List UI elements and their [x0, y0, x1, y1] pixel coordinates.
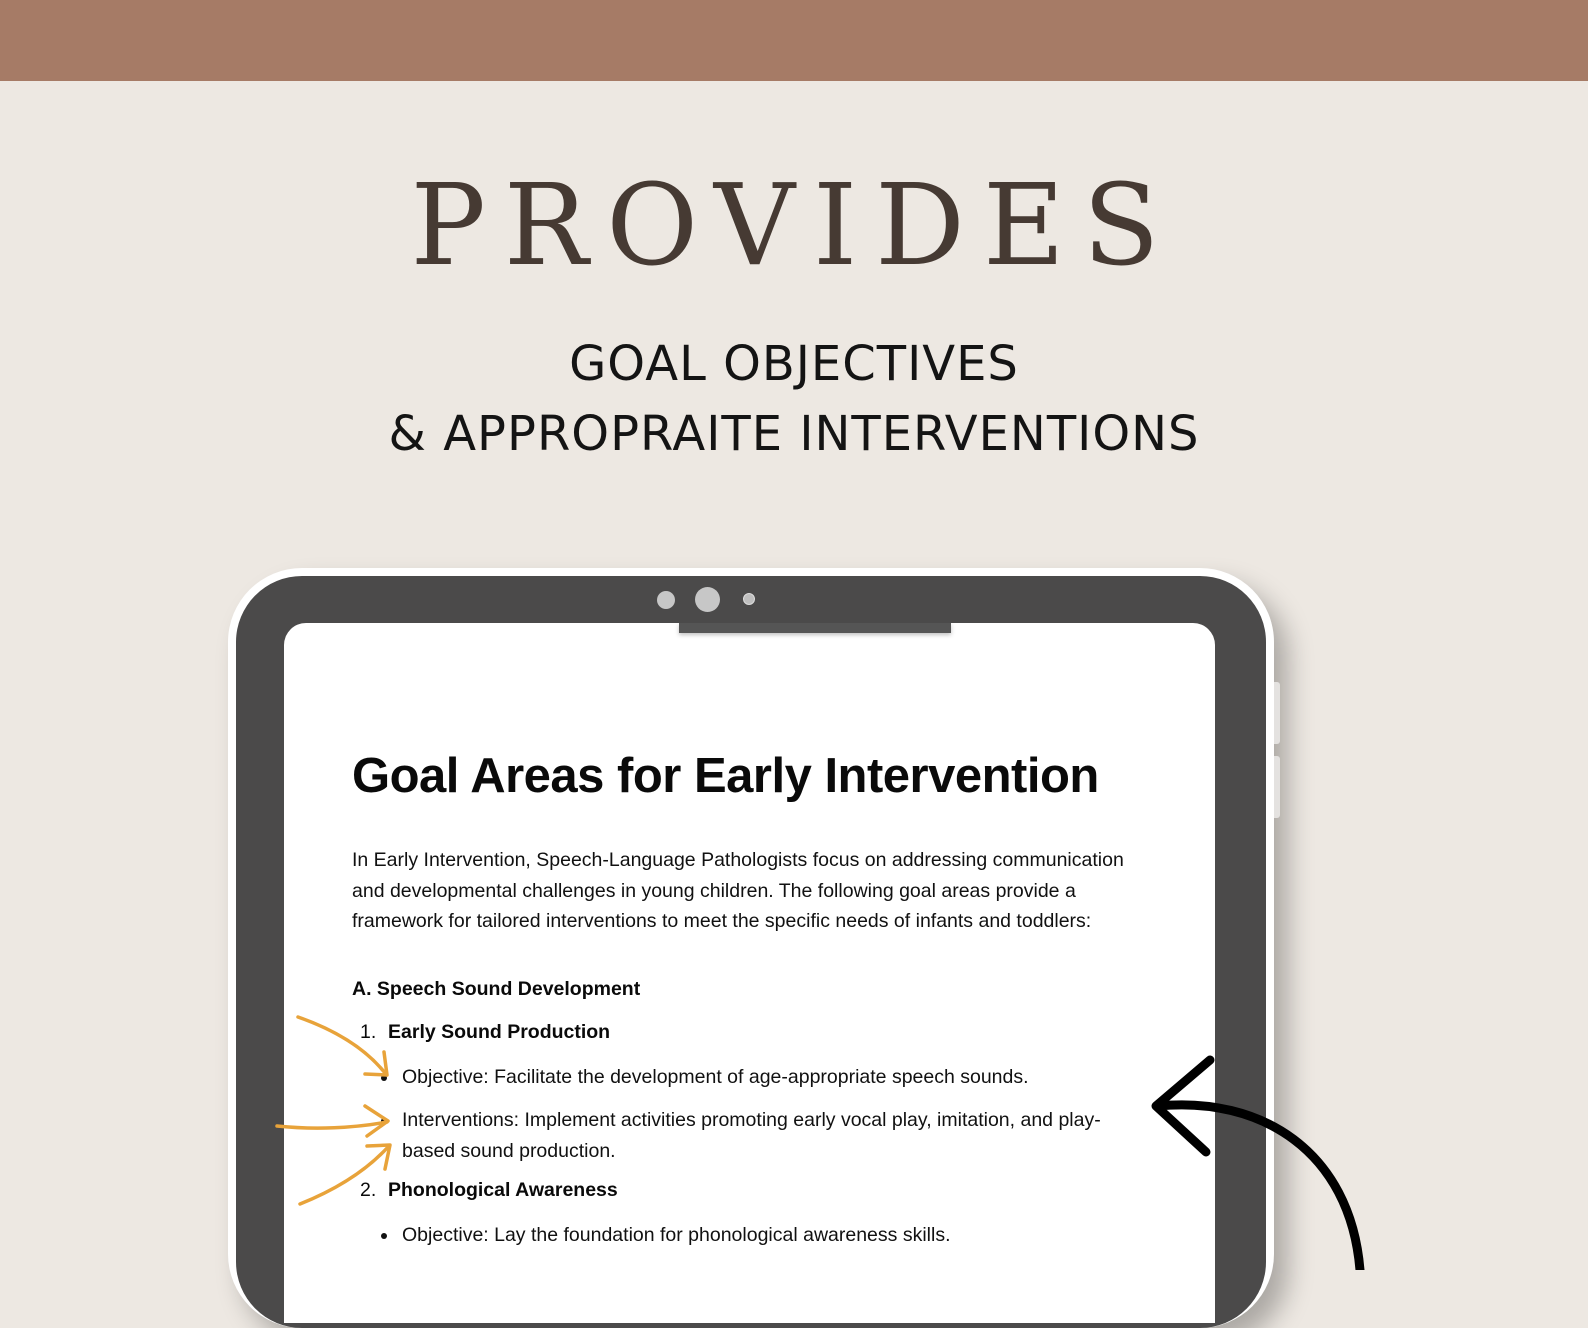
top-color-band: [0, 0, 1588, 81]
numbered-item-heading: [360, 1021, 610, 1044]
tablet-volume-button-up: [1274, 682, 1280, 744]
numbered-item-heading: [360, 1179, 618, 1202]
document-intro-paragraph: In Early Intervention, Speech-Language Pathologists focus on addressing communication and developmental challenges in young children. The following goal areas provide a framework for tailored interventions to meet the specific needs of infants and toddlers:: [352, 849, 1124, 932]
item-number: 2.: [360, 1179, 377, 1201]
tablet-screen: [284, 623, 1215, 1323]
item-label: Phonological Awareness: [388, 1179, 618, 1201]
section-heading: A. Speech Sound Development: [352, 978, 641, 1000]
hero-subtitle-line-2: & APPROPRAITE INTERVENTIONS: [388, 406, 1200, 462]
bullet-objective: Objective: Lay the foundation for phonological awareness skills.: [402, 1220, 1102, 1251]
camera-indicator-dot: [743, 593, 755, 605]
item-label: Early Sound Production: [388, 1021, 611, 1043]
item-number: 1.: [360, 1021, 377, 1043]
hero-title: PROVIDES: [410, 161, 1178, 291]
document-toolbar: [679, 623, 951, 633]
front-sensor-dot: [657, 591, 675, 609]
tablet-volume-button-down: [1274, 756, 1280, 818]
bullet-objective: Objective: Facilitate the development of age-appropriate speech sounds.: [402, 1062, 1102, 1093]
document-title: Goal Areas for Early Intervention: [352, 749, 1099, 803]
front-camera-icon: [695, 587, 720, 612]
bullet-interventions: Interventions: Implement activities promoting early vocal play, imitation, and play-based sound production.: [402, 1105, 1102, 1167]
hero-subtitle-line-1: GOAL OBJECTIVES: [569, 336, 1019, 392]
